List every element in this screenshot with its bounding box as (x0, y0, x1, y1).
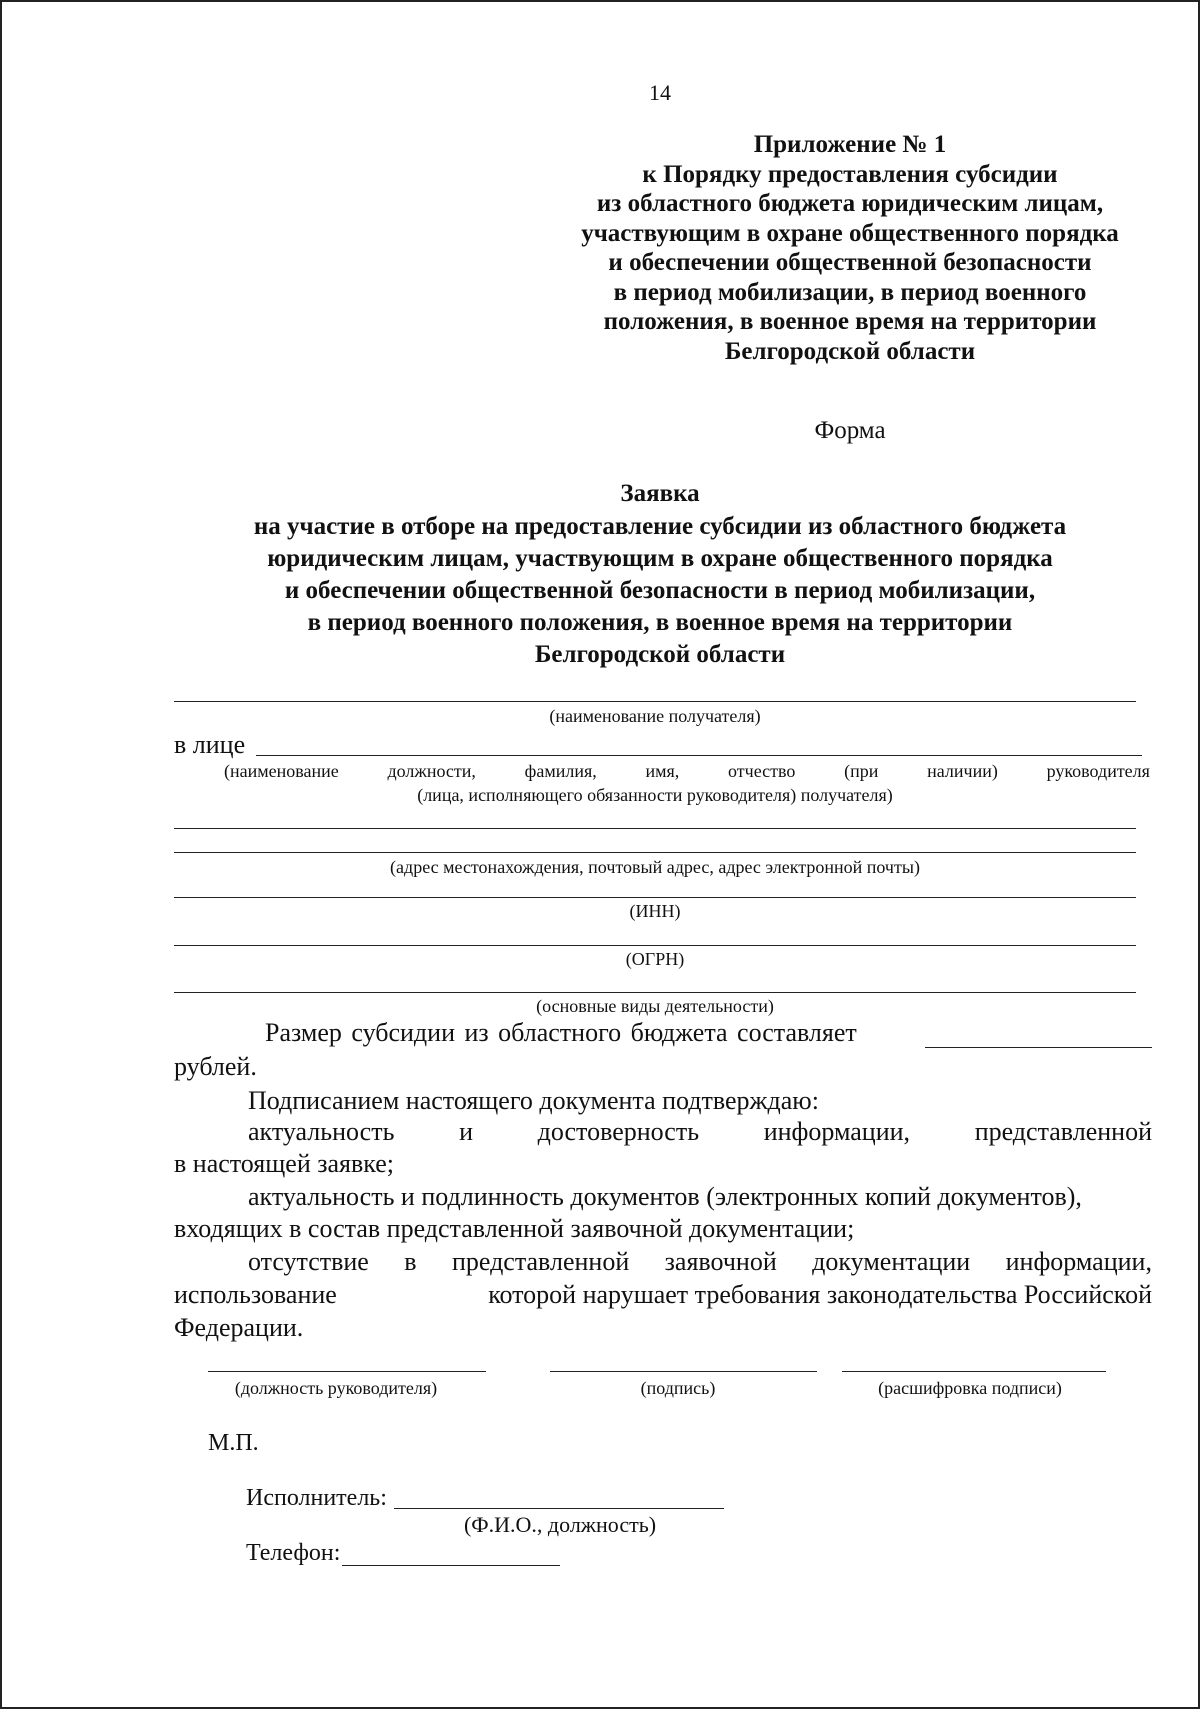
item3-word: использование (174, 1280, 337, 1309)
subtitle-line: в период военного положения, в военное время на территории (307, 609, 1013, 636)
item1-line (248, 1117, 1152, 1147)
subsidy-line: Размер субсидии из областного бюджета составляет (265, 1018, 857, 1047)
caption-word: имя, (645, 761, 680, 781)
item1-continued: в настоящей заявке; (174, 1149, 395, 1178)
item3-word: информации, (1005, 1247, 1152, 1276)
phone-label: Телефон: (246, 1540, 341, 1566)
item1-word: информации, (763, 1117, 911, 1146)
appendix-line: положения, в военное время на территории (603, 308, 1097, 335)
in-person-label: в лице (174, 730, 246, 759)
recipient-name-field[interactable] (174, 701, 1136, 702)
head-caption-line2: (лица, исполняющего обязанности руководителя) получателя) (417, 785, 893, 805)
phone-field[interactable] (342, 1565, 560, 1566)
application-subtitle (174, 511, 1146, 671)
item1-word: представленной (974, 1117, 1152, 1146)
stamp-label: М.П. (208, 1430, 259, 1456)
position-caption: (должность руководителя) (234, 1378, 438, 1398)
activity-field[interactable] (174, 992, 1136, 993)
inn-caption: (ИНН) (629, 901, 681, 921)
appendix-line: Белгородской области (724, 337, 976, 365)
head-caption-line1 (224, 761, 1150, 782)
page-number: 14 (649, 80, 671, 105)
activity-caption: (основные виды деятельности) (536, 996, 774, 1016)
rubles-label: рублей. (174, 1052, 257, 1081)
appendix-line: участвующим в охране общественного порядка (581, 219, 1119, 247)
item1-word: и (459, 1117, 473, 1146)
item3-line2 (174, 1280, 1152, 1310)
signature-field[interactable] (550, 1371, 817, 1372)
caption-word: фамилия, (524, 761, 597, 781)
caption-word: отчество (728, 761, 796, 781)
executor-label: Исполнитель: (246, 1485, 387, 1511)
appendix-line: к Порядку предоставления субсидии (642, 160, 1058, 188)
item1-word: актуальность (248, 1117, 395, 1146)
position-field[interactable] (208, 1371, 486, 1372)
caption-word: (наименование (224, 761, 339, 781)
decoding-field[interactable] (842, 1371, 1106, 1372)
inn-field[interactable] (174, 897, 1136, 898)
caption-word: руководителя (1046, 761, 1150, 781)
item3-line1 (248, 1247, 1152, 1277)
subtitle-line: и обеспечении общественной безопасности в период мобилизации, (284, 577, 1036, 604)
appendix-line: Приложение № 1 (753, 131, 947, 158)
subtitle-line: юридическим лицам, участвующим в охране общественного порядка (267, 545, 1053, 572)
executor-field[interactable] (394, 1508, 724, 1509)
application-title: Заявка (620, 480, 700, 507)
item3-word: в (404, 1247, 417, 1276)
form-label: Форма (814, 417, 886, 444)
item3-word: отсутствие (248, 1247, 369, 1276)
item3-word: представленной (451, 1247, 630, 1276)
head-name-field[interactable] (256, 755, 1142, 756)
item3-line3: Федерации. (174, 1313, 304, 1342)
appendix-line: и обеспечении общественной безопасности (608, 249, 1092, 276)
item3-word: заявочной (664, 1247, 777, 1276)
subtitle-line: Белгородской области (534, 641, 786, 668)
caption-word: наличии) (927, 761, 998, 781)
appendix-line: в период мобилизации, в период военного (613, 278, 1087, 306)
subtitle-line: на участие в отборе на предоставление субсидии из областного бюджета (253, 513, 1067, 540)
item3-word: документации (812, 1247, 971, 1276)
address-caption: (адрес местонахождения, почтовый адрес, адрес электронной почты) (390, 857, 920, 877)
appendix-block (550, 130, 1150, 366)
item2-line1: актуальность и подлинность документов (электронных копий документов), (248, 1182, 1082, 1211)
address-field[interactable] (174, 852, 1136, 853)
confirm-intro: Подписанием настоящего документа подтверждаю: (248, 1086, 819, 1115)
item3-word: которой нарушает требования законодательства Российской (488, 1280, 1152, 1309)
subsidy-amount-field[interactable] (925, 1047, 1152, 1048)
ogrn-field[interactable] (174, 945, 1136, 946)
item2-line2: входящих в состав представленной заявочной документации; (174, 1214, 855, 1243)
caption-word: (при (844, 761, 879, 781)
ogrn-caption: (ОГРН) (625, 949, 685, 969)
head-name-field-continued[interactable] (174, 828, 1136, 829)
recipient-caption: (наименование получателя) (549, 706, 761, 726)
executor-caption: (Ф.И.О., должность) (463, 1512, 657, 1537)
item1-word: достоверность (537, 1117, 700, 1146)
signature-caption: (подпись) (640, 1378, 716, 1398)
appendix-line: из областного бюджета юридическим лицам, (596, 190, 1104, 217)
decoding-caption: (расшифровка подписи) (878, 1378, 1062, 1398)
caption-word: должности, (387, 761, 476, 781)
